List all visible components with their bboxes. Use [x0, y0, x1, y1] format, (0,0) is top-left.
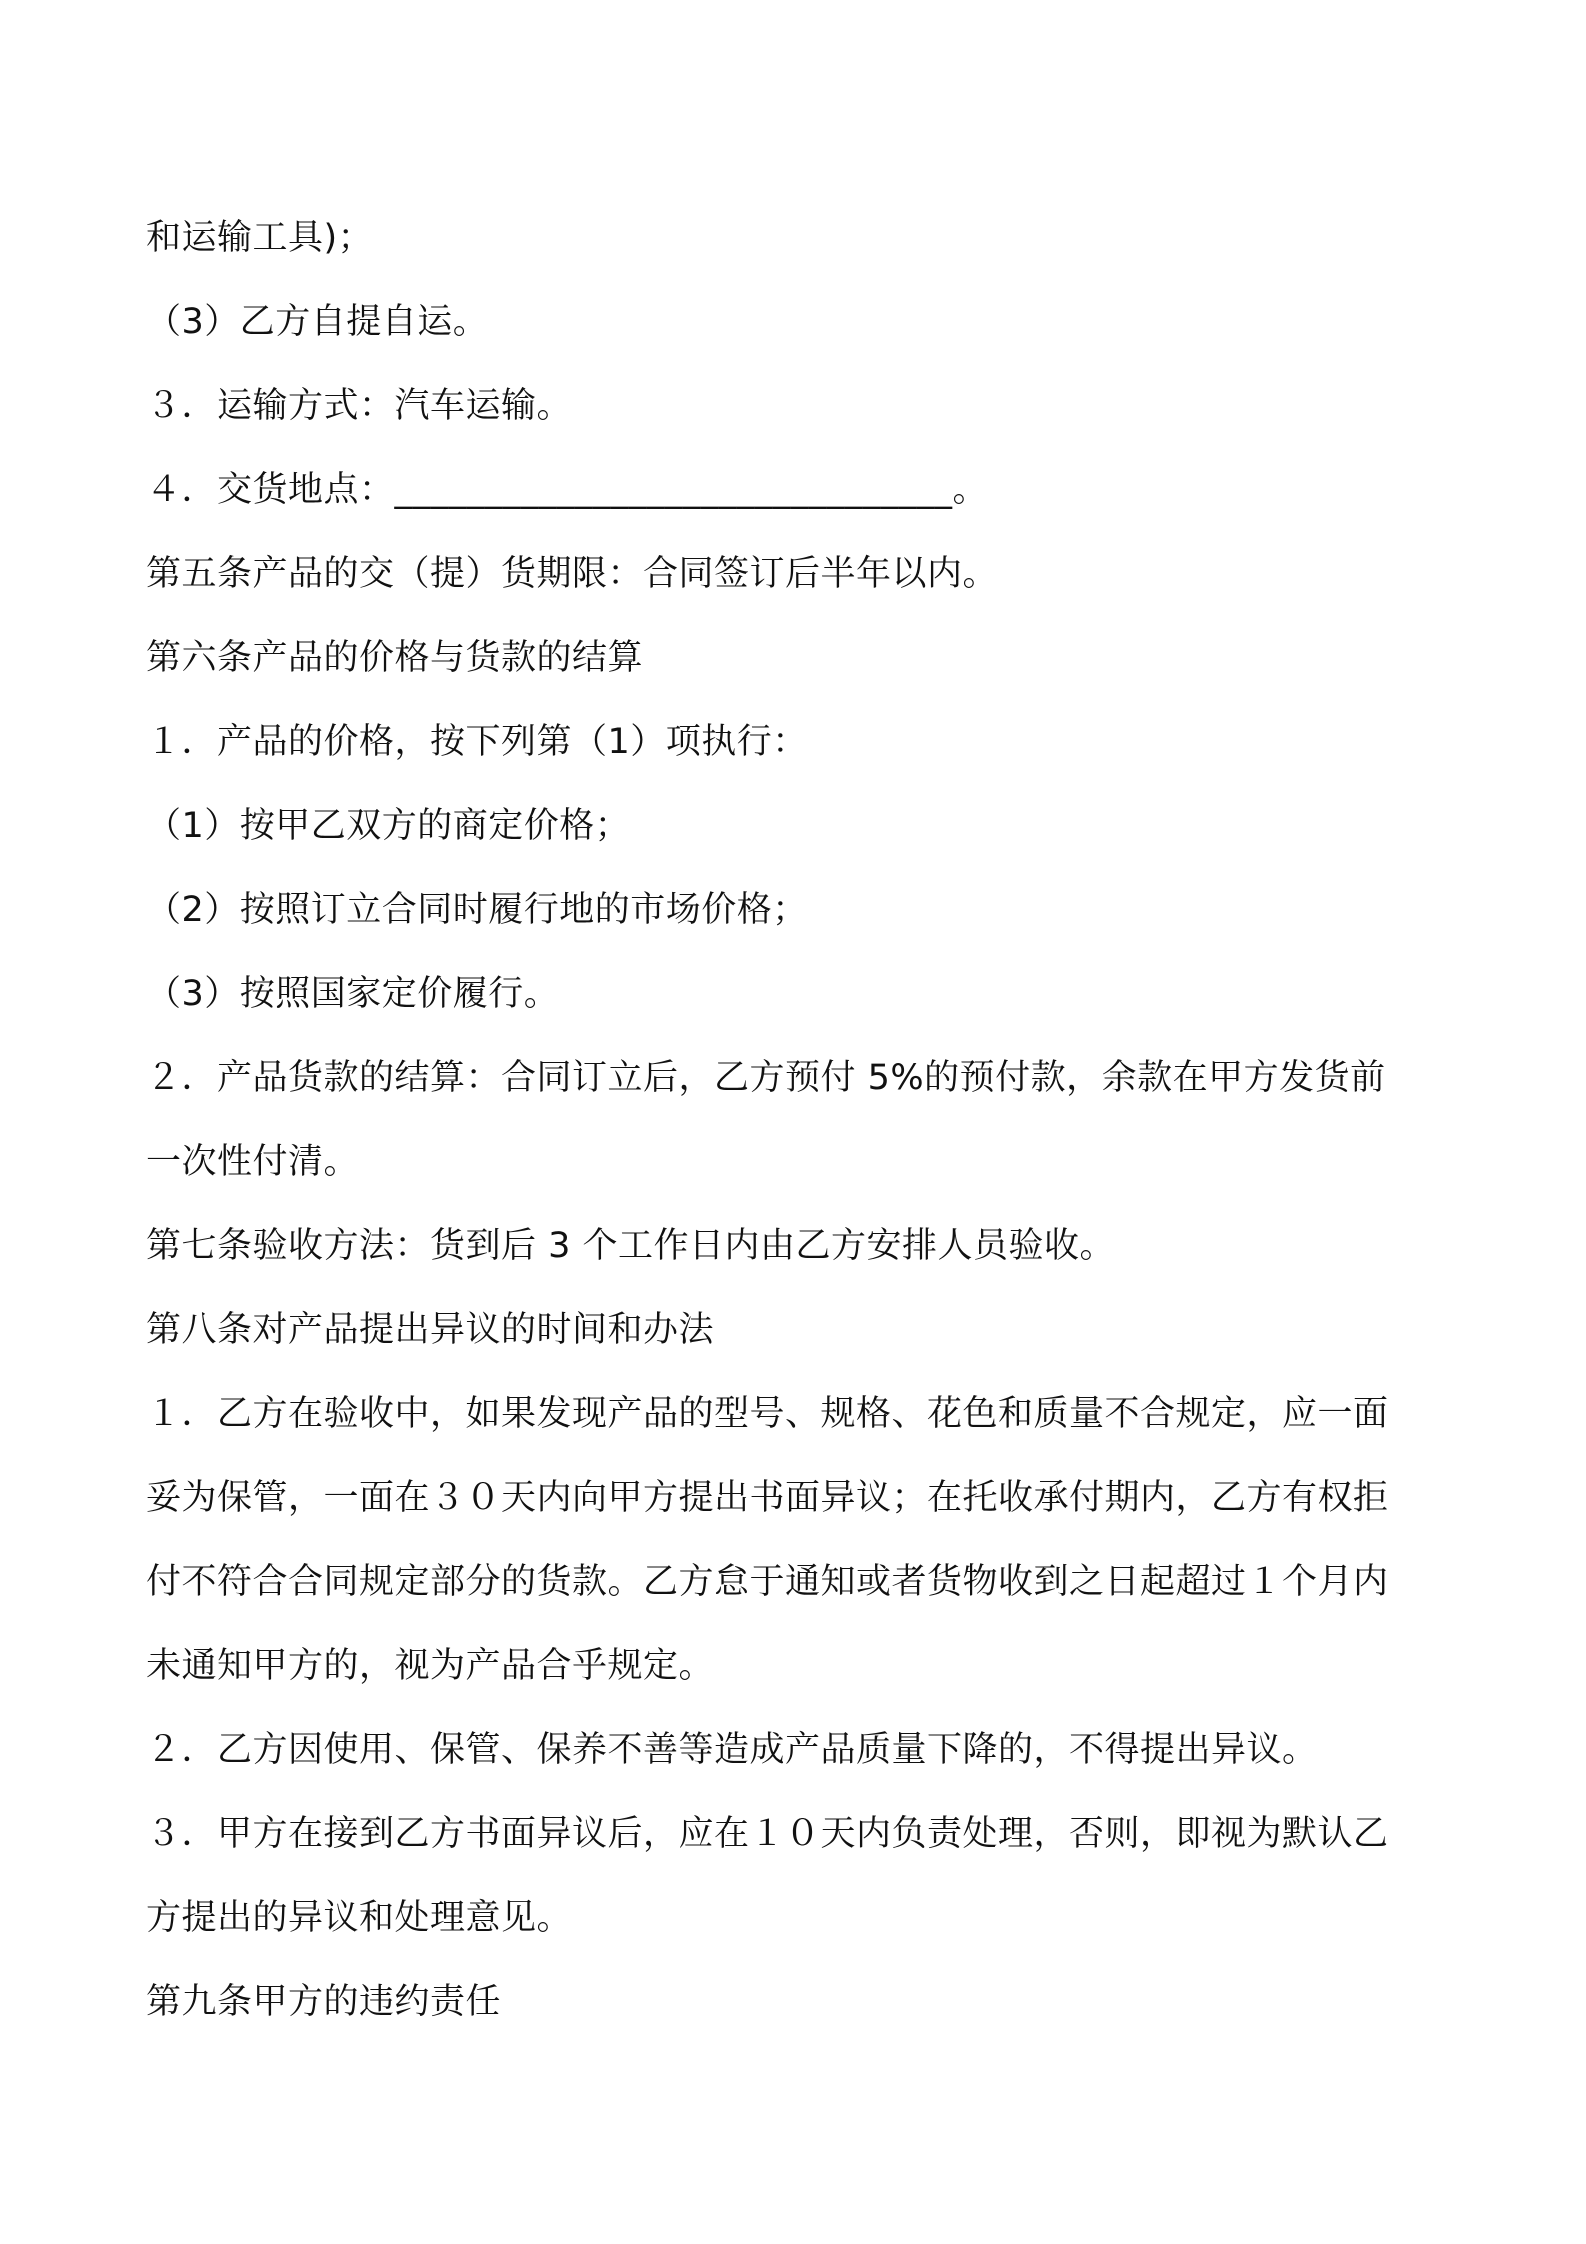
text-line: 妥为保管，一面在３０天内向甲方提出书面异议；在托收承付期内，乙方有权拒 — [146, 1478, 1389, 1518]
text-line: ３．运输方式：汽车运输。 — [146, 386, 573, 426]
text-line: ３．甲方在接到乙方书面异议后，应在１０天内负责处理，否则，即视为默认乙 — [146, 1814, 1389, 1854]
text-line: 付不符合合同规定部分的货款。乙方怠于通知或者货物收到之日起超过１个月内 — [146, 1562, 1389, 1602]
text-line: ２．产品货款的结算：合同订立后，乙方预付 5%的预付款，余款在甲方发货前 — [146, 1058, 1386, 1098]
text-line: １．产品的价格，按下列第（1）项执行： — [146, 722, 808, 762]
text-line: （3）按照国家定价履行。 — [146, 974, 560, 1014]
section-heading: 第六条产品的价格与货款的结算 — [146, 638, 644, 678]
text-line: 方提出的异议和处理意见。 — [146, 1898, 573, 1938]
text-line: （1）按甲乙双方的商定价格； — [146, 806, 631, 846]
text-line: 和运输工具)； — [146, 218, 374, 258]
text-line: 未通知甲方的，视为产品合乎规定。 — [146, 1646, 715, 1686]
section-heading: 第五条产品的交（提）货期限：合同签订后半年以内。 — [146, 554, 999, 594]
document-body — [146, 196, 1446, 2044]
text-line: ４．交货地点：_______________________________。 — [146, 470, 989, 510]
section-heading: 第七条验收方法：货到后 3 个工作日内由乙方安排人员验收。 — [146, 1226, 1116, 1266]
text-line: １．乙方在验收中，如果发现产品的型号、规格、花色和质量不合规定，应一面 — [146, 1394, 1389, 1434]
text-line: （2）按照订立合同时履行地的市场价格； — [146, 890, 808, 930]
section-heading: 第九条甲方的违约责任 — [146, 1982, 502, 2022]
text-line: ２．乙方因使用、保管、保养不善等造成产品质量下降的，不得提出异议。 — [146, 1730, 1318, 1770]
text-line: 一次性付清。 — [146, 1142, 360, 1182]
section-heading: 第八条对产品提出异议的时间和办法 — [146, 1310, 715, 1350]
text-line: （3）乙方自提自运。 — [146, 302, 489, 342]
